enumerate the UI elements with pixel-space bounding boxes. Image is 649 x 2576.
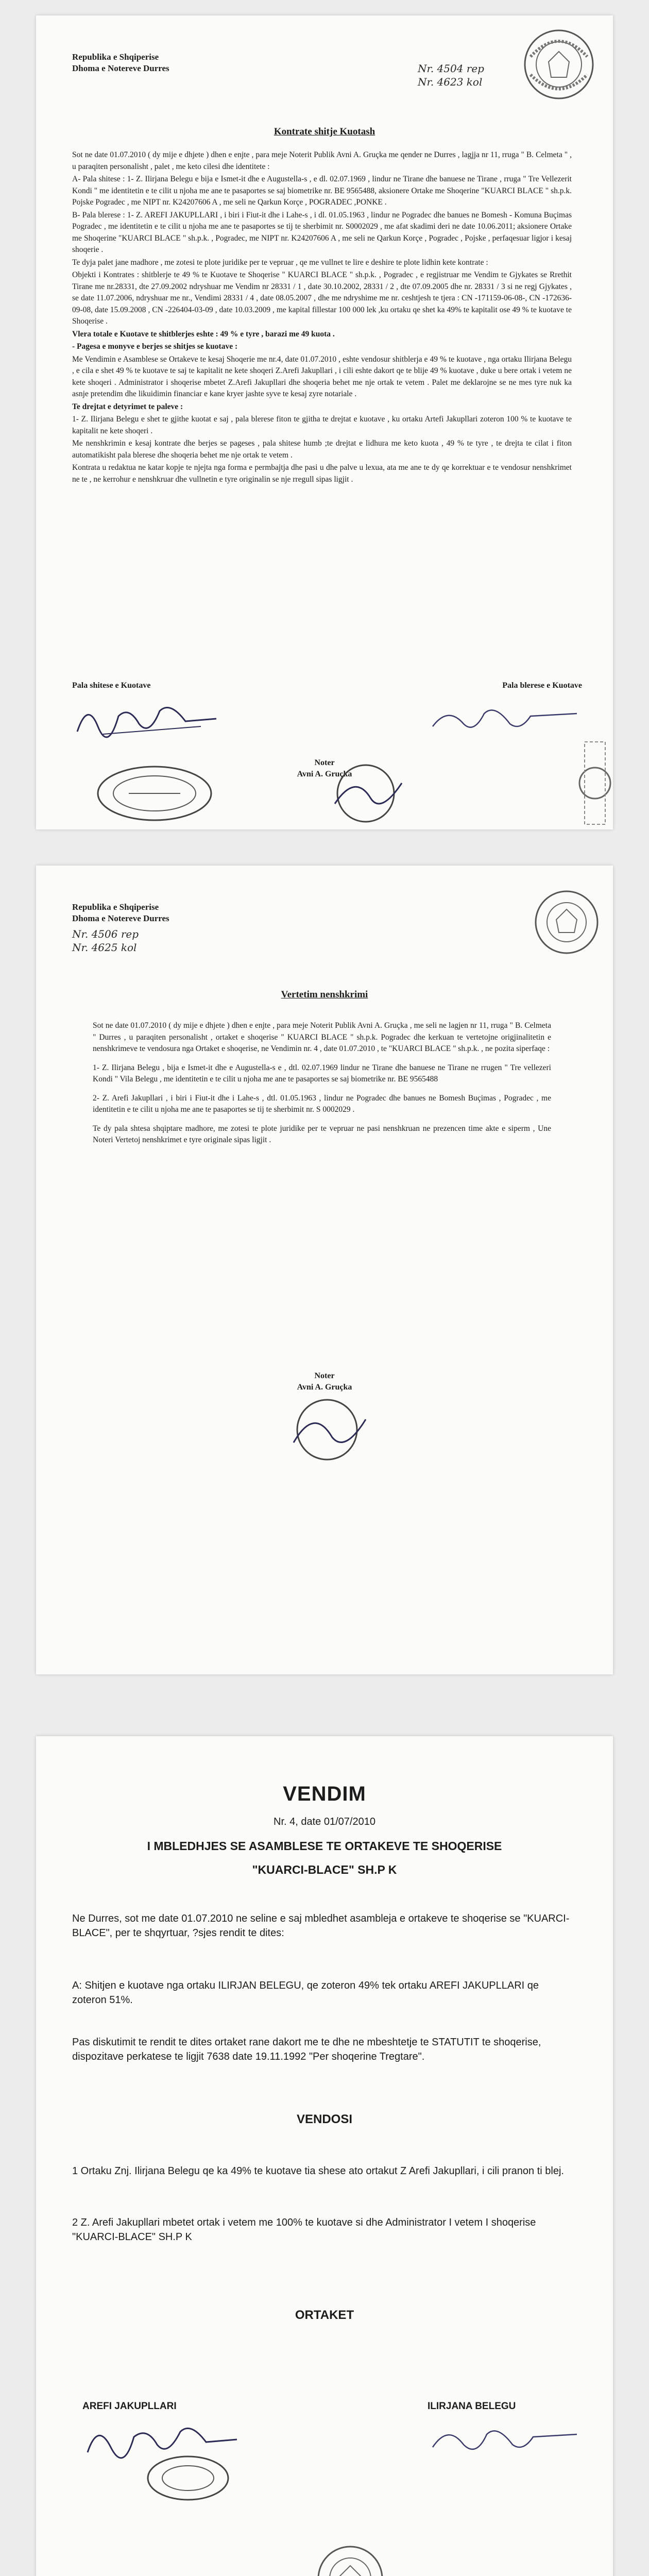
buyer-label: Pala blerese e Kuotave bbox=[502, 681, 582, 690]
notary-signature bbox=[232, 1370, 417, 1393]
paragraph: Vlera totale e Kuotave te shitblerjes eshte : 49 % e tyre , barazi me 49 kuota . bbox=[72, 329, 335, 338]
notary-label: Noter bbox=[314, 1371, 335, 1380]
partners-heading: ORTAKET bbox=[295, 2308, 354, 2322]
notary-name: Avni A. Gruçka bbox=[297, 1383, 352, 1392]
company-seal-icon bbox=[93, 762, 216, 824]
decision-intro bbox=[72, 1911, 572, 1940]
decision-point-1 bbox=[72, 2164, 572, 2178]
paragraph: Te drejtat e detyrimet te paleve : bbox=[72, 402, 183, 411]
paragraph: Sot ne date 01.07.2010 ( dy mije e dhjete ) dhen e enjte , para meje Noterit Publik Avni A. Gruçka me qender ne Durres , lagjja nr 11, rruga " B. Celmeta " , u paraqiten personalisht , palet , me keto cilesi dhe identitete : bbox=[72, 150, 572, 171]
seller-label: Pala shitese e Kuotave bbox=[72, 681, 151, 690]
paragraph: 1- Z. Ilirjana Belegu , bija e Ismet-it dhe e Augustella-s e , dtl. 02.07.1969 lindur ne Tirane dhe banuese ne Tirane ne rrugen " Tre vellezeri Kondi " Vila Belegu , me identitetin e te cilit u njoha me ane te pasaportes se saj biometrike nr. BE 9565488 bbox=[93, 1063, 551, 1083]
decision-heading: I MBLEDHJES SE ASAMBLESE TE ORTAKEVE TE SHOQERISE bbox=[147, 1839, 502, 1853]
notary-stamp-icon bbox=[531, 871, 603, 974]
paragraph: B- Pala blerese : 1- Z. AREFI JAKUPLLARI , i biri i Fiut-it dhe i Lahe-s , i dl. 01.05.1963 , lindur ne Pogradec dhe banues ne Bomesh - Komuna Buçimas Pogradec , me identitetin e te cilit u njoha me ane te pasaportes se tij te sherbimit nr. S0002029 , me afat skadimi deri ne date 10.06.2011; aksionere Ortake me Shoqerine "KUARCI BLACE " sh.p.k. , Pogradec, me NIPT nr. K24207606 A , me seli ne Qarkun Korçe , Pogradec , Pojske , perfaqesuar ligjor i kesaj shoqerie . bbox=[72, 210, 572, 254]
paragraph: Ne Durres, sot me date 01.07.2010 ne seline e saj mbledhet asambleja e ortakeve te shoqerise se "KUARCI-BLACE", per te shqyrtuar, ?sjes rendit te dites: bbox=[72, 1913, 570, 1939]
paragraph: Me nenshkrimin e kesaj kontrate dhe berjes se pageses , pala shitese humb ;te drejtat e lidhura me keto kuota , 49 % te tyre , te drejta te cilat i fiton automatikisht pala blerese dhe shoqeria behet me nje ortak te vetem . bbox=[72, 439, 572, 460]
notary-seal-icon bbox=[283, 1396, 371, 1463]
notary-stamp-icon bbox=[304, 2540, 397, 2576]
decision-page bbox=[36, 1736, 613, 2576]
kol-number: Nr. 4623 kol bbox=[417, 76, 483, 88]
notary-name: Avni A. Gruçka bbox=[297, 770, 352, 778]
partner-left-name: AREFI JAKUPLLARI bbox=[82, 2401, 177, 2412]
contract-page bbox=[36, 15, 613, 829]
paragraph: Pas diskutimit te rendit te dites ortaket rane dakort me te dhe ne mbeshtetje te STATUTIT te shoqerise, dispozitave perkatese te ligjit 7638 date 19.11.1992 "Per shoqerine Tregtare". bbox=[72, 2037, 541, 2062]
notary-label: Noter bbox=[314, 758, 335, 767]
decided-heading: VENDOSI bbox=[296, 2112, 353, 2126]
header-line: Dhoma e Notereve Durres bbox=[72, 913, 169, 923]
contract-body bbox=[72, 149, 572, 486]
paragraph: Me Vendimin e Asamblese se Ortakeve te kesaj Shoqerie me nr.4, date 01.07.2010 , eshte vendosur shitblerja e 49 % te kuotave , nga ortaku Ilirjana Belegu , e cila e shet 49 % te kuotave te saj te kapitalit ne kete shoqeri Z.Arefi Jakupllari , i cili eshte dakort qe te blije 49 % kuotave , duke u bere ortak i vetem ne kete shoqeri . Administrator i shoqerise mbetet Z.Arefi Jakupllari dhe shoqeria behet me nje ortak te vetem . Palet me deklarojne se ne mes tyre nuk ka asnje pretendim dhe likuidimin financiar e kane kryer jashte syve te kesaj zyre notariale . bbox=[72, 354, 572, 398]
notary-header bbox=[72, 902, 169, 924]
notary-header bbox=[72, 52, 169, 74]
signature-left-icon bbox=[72, 696, 227, 742]
side-stamp-icon bbox=[577, 737, 613, 829]
agenda-point bbox=[72, 1978, 572, 2007]
contract-title: Kontrate shitje Kuotash bbox=[274, 126, 375, 137]
paragraph: Objekti i Kontrates : shitblerje te 49 % te Kuotave te Shoqerise " KUARCI BLACE " sh.p.k. , Pogradec , e regjistruar me Vendim te Gjykates se Rrethit Tirane me nr.28331, dte 27.09.2002 ndryshuar me Vendim nr 28331 / 1 , date 30.10.2002, 28331 / 2 , dte 07.09.2005 dhe nr. 28331 / 3 si ne regj Gjykates , se date 11.07.2006, ndryshuar me nr., Vendimi 28331 / 4 , date 08.05.2007 , dhe me ndryshime me nr. ceshtjesh te tjera : CN -171159-06-08-, CN -172636-09-08, date 15.09.2008 , CN -226404-03-09 , date 10.03.2009 , me kapital fillestar 100 000 lek ,ku ortaku qe shet ka 49% te kapitalit ose 49 % te kuotave te Shoqerise . bbox=[72, 270, 572, 326]
discussion-text bbox=[72, 2035, 572, 2064]
reference-numbers bbox=[418, 62, 484, 89]
paragraph: Te dyja palet jane madhore , me zotesi te plote juridike per te vepruar , qe me vullnet te lire e deshire te plote lidhin kete kontrate : bbox=[72, 258, 488, 267]
paragraph: - Pagesa e monyve e berjes se shitjes se kuotave : bbox=[72, 342, 238, 351]
rep-number: Nr. 4506 rep bbox=[72, 928, 139, 940]
notary-stamp-icon bbox=[520, 26, 597, 103]
paragraph: 2- Z. Arefi Jakupllari , i biri i Fiut-it dhe i Lahe-s , dtl. 01.05.1963 , lindur ne Pogradec dhe banues ne Bomesh Buçimas , Pogradec , me identitetin e te cilit u njoha me ane te pasaportes se tij te sherbimit nr. S 0002029 . bbox=[93, 1093, 551, 1114]
notary-seal-icon bbox=[324, 762, 407, 824]
paragraph: 1 Ortaku Znj. Ilirjana Belegu qe ka 49% te kuotave tia shese ato ortakut Z Arefi Jakupllari, i cili pranon ti blej. bbox=[72, 2165, 564, 2177]
paragraph: A- Pala shitese : 1- Z. Ilirjana Belegu e bija e Ismet-it dhe e Augustella-s , e dl. 02.07.1969 , lindur ne Tirane dhe banuese ne Tirane , rruga " Tre Vellezerit Kondi " me identitetin e te cilit u njoha me ane te pasaportes se saj biometrike nr. BE 9565488, aksionere Ortake me Shoqerine "KUARCI BLACE " sh.p.k. Pojske Pogradec , me NIPT nr. K24207606 A , me seli ne Qarkun Korçe , POGRADEC ,PONKE . bbox=[72, 175, 572, 207]
certification-title: Vertetim nenshkrimi bbox=[281, 989, 368, 1000]
paragraph: Kontrata u redaktua ne katar kopje te njejta nga forma e permbajtja dhe pasi u dhe palve u lexua, ata me ane te dy qe korrektuar e te vendosur nenshkrimet ne te , ne kerrohur e nenshkruar dhe vullnetin e tyre originalin se nje rregull sipas ligjit . bbox=[72, 463, 572, 484]
paragraph: Te dy pala shtesa shqiptare madhore, me zotesi te plote juridike per te vepruar ne pasi nenshkruan ne prezencen time akte e siperm , Une Noteri Vertetoj nenshkrimet e tyre originale sipas ligjit . bbox=[93, 1124, 551, 1144]
header-line: Dhoma e Notereve Durres bbox=[72, 63, 169, 73]
kol-number: Nr. 4625 kol bbox=[72, 941, 137, 954]
company-heading: "KUARCI-BLACE" SH.P K bbox=[252, 1863, 397, 1876]
decision-title: VENDIM bbox=[283, 1783, 366, 1805]
paragraph: 2 Z. Arefi Jakupllari mbetet ortak i vetem me 100% te kuotave si dhe Administrator I vetem I shoqerise "KUARCI-BLACE" SH.P K bbox=[72, 2217, 536, 2243]
partner-right-name: ILIRJANA BELEGU bbox=[428, 2401, 516, 2412]
paragraph: Sot ne date 01.07.2010 ( dy mije e dhjete ) dhen e enjte , para meje Noterit Publik Avni A. Gruçka , me seli ne lagjen nr 11, rruga " B. Celmeta " Durres , u paraqiten personalisht , ortaket e shoqerise " KUARCI BLACE " sh.p.k. Pogradec dhe kerkuan te vertetojne origjinalitetin e nenshkrimeve te vendosura nga Ortaket e shoqerise, ne Vendimin nr. 4 , date 01.07.2010 , te "KUARCI BLACE " sh.p.k. , ne pozita siperfaqe : bbox=[93, 1021, 551, 1053]
decision-point-2 bbox=[72, 2215, 572, 2244]
header-line: Republika e Shqiperise bbox=[72, 52, 159, 62]
header-line: Republika e Shqiperise bbox=[72, 902, 159, 912]
paragraph: 1- Z. Ilirjana Belegu e shet te gjithe kuotat e saj , pala blerese fiton te gjitha te drejtat e kuotave , ku ortaku Artefi Jakupllari zoteron 100 % te kuotave te kapitalit ne kete shoqeri . bbox=[72, 415, 572, 435]
paragraph: A: Shitjen e kuotave nga ortaku ILIRJAN BELEGU, qe zoteron 49% tek ortaku AREFI JAKUPLLARI qe zoteron 51%. bbox=[72, 1980, 539, 2006]
signature-certification-page bbox=[36, 866, 613, 1674]
signature-right-icon bbox=[428, 696, 582, 742]
signature-right-icon bbox=[428, 2416, 582, 2463]
company-seal-icon bbox=[144, 2452, 232, 2504]
decision-number: Nr. 4, date 01/07/2010 bbox=[274, 1816, 375, 1827]
certification-body bbox=[93, 1020, 551, 1147]
reference-numbers bbox=[72, 927, 139, 954]
rep-number: Nr. 4504 rep bbox=[417, 62, 484, 75]
